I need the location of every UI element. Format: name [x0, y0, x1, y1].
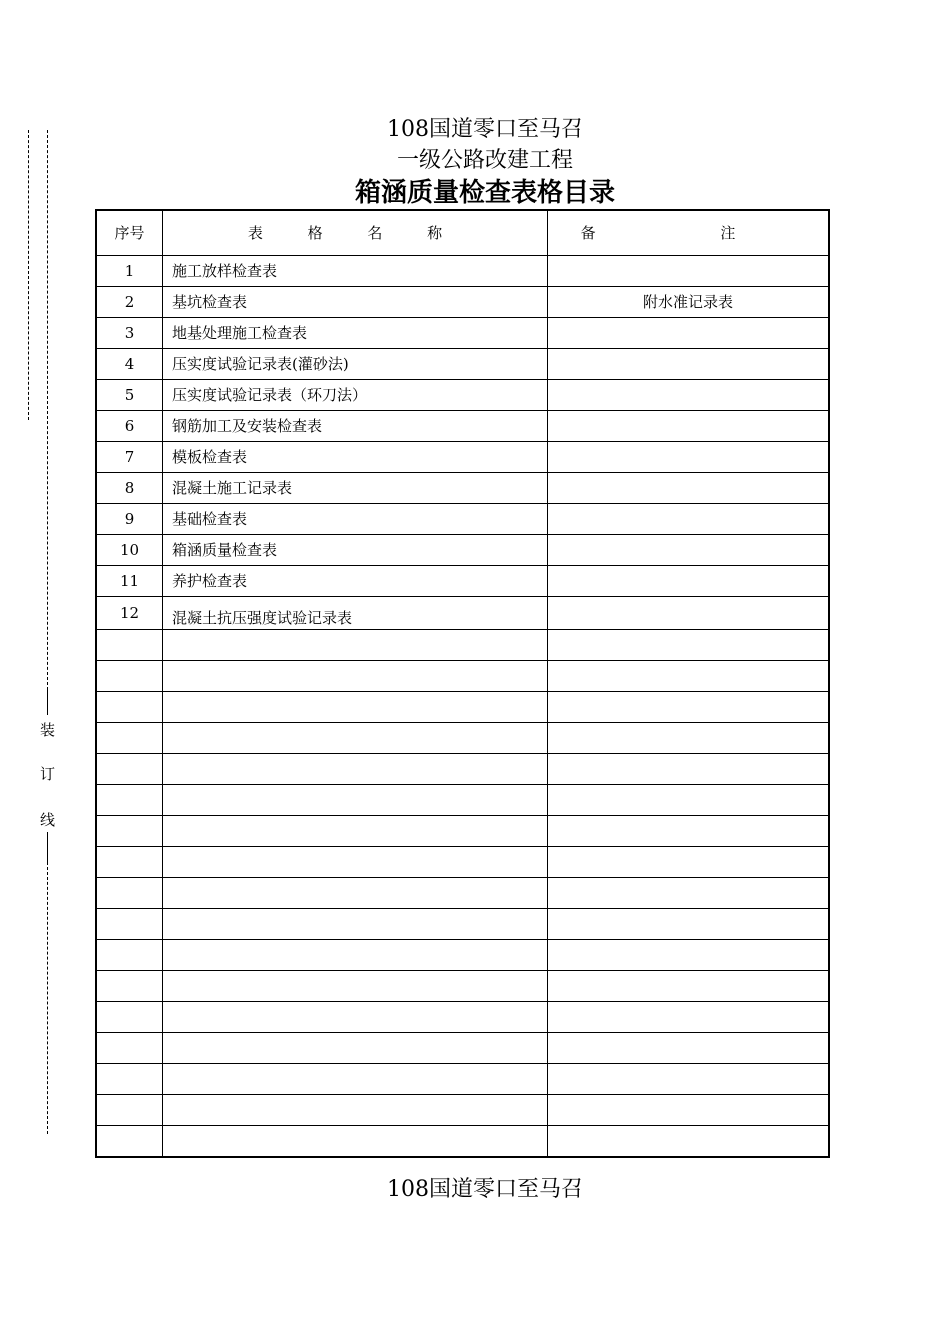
- empty-cell: [163, 630, 548, 661]
- empty-table-row: [96, 661, 829, 692]
- empty-cell: [96, 1064, 163, 1095]
- row-no: 1: [96, 256, 163, 287]
- empty-cell: [163, 661, 548, 692]
- row-note: [548, 442, 830, 473]
- table-row: [96, 535, 829, 566]
- empty-cell: [548, 785, 830, 816]
- row-note: [548, 256, 830, 287]
- empty-table-row: [96, 723, 829, 754]
- empty-cell: [163, 971, 548, 1002]
- empty-cell: [96, 971, 163, 1002]
- empty-cell: [163, 1033, 548, 1064]
- row-note: [548, 349, 830, 380]
- empty-cell: [548, 971, 830, 1002]
- table-row: [96, 318, 829, 349]
- row-name: 模板检查表: [163, 442, 548, 473]
- binding-char: 线: [40, 811, 56, 829]
- empty-cell: [96, 1095, 163, 1126]
- empty-table-row: [96, 785, 829, 816]
- table-row: [96, 597, 829, 630]
- empty-cell: [548, 692, 830, 723]
- row-name: 钢筋加工及安装检查表: [163, 411, 548, 442]
- row-no: 11: [96, 566, 163, 597]
- empty-cell: [548, 847, 830, 878]
- empty-cell: [548, 909, 830, 940]
- row-name: 压实度试验记录表（环刀法）: [163, 380, 548, 411]
- empty-cell: [96, 816, 163, 847]
- empty-cell: [96, 692, 163, 723]
- table-row: [96, 566, 829, 597]
- column-header-note: 备 注: [548, 210, 830, 256]
- table-row: [96, 256, 829, 287]
- row-name: 基础检查表: [163, 504, 548, 535]
- row-note: 附水准记录表: [548, 287, 830, 318]
- empty-cell: [548, 754, 830, 785]
- table-body: [96, 256, 829, 1158]
- empty-cell: [96, 1002, 163, 1033]
- empty-cell: [548, 878, 830, 909]
- row-name: 箱涵质量检查表: [163, 535, 548, 566]
- row-no: 3: [96, 318, 163, 349]
- row-note: [548, 411, 830, 442]
- row-no: 8: [96, 473, 163, 504]
- row-no: 9: [96, 504, 163, 535]
- binding-char: 订: [40, 765, 56, 783]
- table-row: [96, 380, 829, 411]
- empty-cell: [163, 754, 548, 785]
- empty-table-row: [96, 1095, 829, 1126]
- row-name: 基坑检查表: [163, 287, 548, 318]
- binding-char: 装: [40, 721, 56, 739]
- row-no: 4: [96, 349, 163, 380]
- empty-cell: [96, 909, 163, 940]
- row-note: [548, 504, 830, 535]
- table-row: [96, 349, 829, 380]
- empty-cell: [96, 1126, 163, 1158]
- row-no: 10: [96, 535, 163, 566]
- binding-solid-line: [47, 690, 48, 715]
- row-note: [548, 535, 830, 566]
- empty-cell: [548, 1002, 830, 1033]
- empty-table-row: [96, 1002, 829, 1033]
- table-header-row: [96, 210, 829, 256]
- empty-cell: [548, 816, 830, 847]
- row-name: 施工放样检查表: [163, 256, 548, 287]
- empty-cell: [548, 1064, 830, 1095]
- empty-table-row: [96, 1033, 829, 1064]
- empty-cell: [163, 816, 548, 847]
- empty-table-row: [96, 1064, 829, 1095]
- empty-table-row: [96, 692, 829, 723]
- row-no: 5: [96, 380, 163, 411]
- project-title-line1: 108国道零口至马召: [387, 117, 583, 142]
- empty-cell: [96, 847, 163, 878]
- row-note: [548, 566, 830, 597]
- catalog-title: 箱涵质量检查表格目录: [354, 178, 615, 208]
- empty-table-row: [96, 630, 829, 661]
- binding-dashed-line: [47, 130, 48, 690]
- empty-cell: [163, 692, 548, 723]
- row-no: 7: [96, 442, 163, 473]
- column-header-name: 表 格 名 称: [163, 210, 548, 256]
- empty-cell: [548, 1095, 830, 1126]
- footer-title: 108国道零口至马召: [387, 1177, 583, 1202]
- row-name: 混凝土施工记录表: [163, 473, 548, 504]
- empty-cell: [96, 878, 163, 909]
- empty-cell: [96, 630, 163, 661]
- table-row: [96, 442, 829, 473]
- row-name: 地基处理施工检查表: [163, 318, 548, 349]
- binding-dashed-line: [47, 862, 48, 1134]
- empty-cell: [163, 1095, 548, 1126]
- column-header-no: 序号: [96, 210, 163, 256]
- empty-cell: [96, 785, 163, 816]
- row-note: [548, 380, 830, 411]
- empty-cell: [548, 1033, 830, 1064]
- empty-cell: [548, 630, 830, 661]
- row-note: [548, 473, 830, 504]
- empty-table-row: [96, 1126, 829, 1158]
- empty-table-row: [96, 909, 829, 940]
- empty-cell: [96, 723, 163, 754]
- empty-cell: [96, 940, 163, 971]
- empty-cell: [548, 723, 830, 754]
- empty-cell: [163, 1002, 548, 1033]
- row-note: [548, 597, 830, 630]
- empty-cell: [163, 847, 548, 878]
- row-note: [548, 318, 830, 349]
- row-name: 混凝土抗压强度试验记录表: [163, 597, 548, 630]
- empty-cell: [548, 1126, 830, 1158]
- empty-cell: [96, 754, 163, 785]
- catalog-table: [95, 209, 830, 1158]
- empty-cell: [163, 723, 548, 754]
- row-no: 6: [96, 411, 163, 442]
- empty-cell: [163, 1126, 548, 1158]
- row-name: 养护检查表: [163, 566, 548, 597]
- empty-cell: [96, 661, 163, 692]
- empty-cell: [163, 785, 548, 816]
- empty-cell: [163, 940, 548, 971]
- empty-table-row: [96, 816, 829, 847]
- empty-cell: [548, 940, 830, 971]
- empty-cell: [96, 1033, 163, 1064]
- row-no: 12: [96, 597, 163, 630]
- table-row: [96, 411, 829, 442]
- empty-table-row: [96, 940, 829, 971]
- row-name: 压实度试验记录表(灌砂法): [163, 349, 548, 380]
- empty-table-row: [96, 878, 829, 909]
- table-row: [96, 504, 829, 535]
- empty-cell: [163, 909, 548, 940]
- binding-solid-line: [47, 832, 48, 862]
- project-title-line2: 一级公路改建工程: [396, 148, 573, 173]
- table-row: [96, 287, 829, 318]
- empty-table-row: [96, 971, 829, 1002]
- table-row: [96, 473, 829, 504]
- empty-cell: [163, 1064, 548, 1095]
- row-no: 2: [96, 287, 163, 318]
- empty-table-row: [96, 754, 829, 785]
- empty-cell: [163, 878, 548, 909]
- empty-table-row: [96, 847, 829, 878]
- empty-cell: [548, 661, 830, 692]
